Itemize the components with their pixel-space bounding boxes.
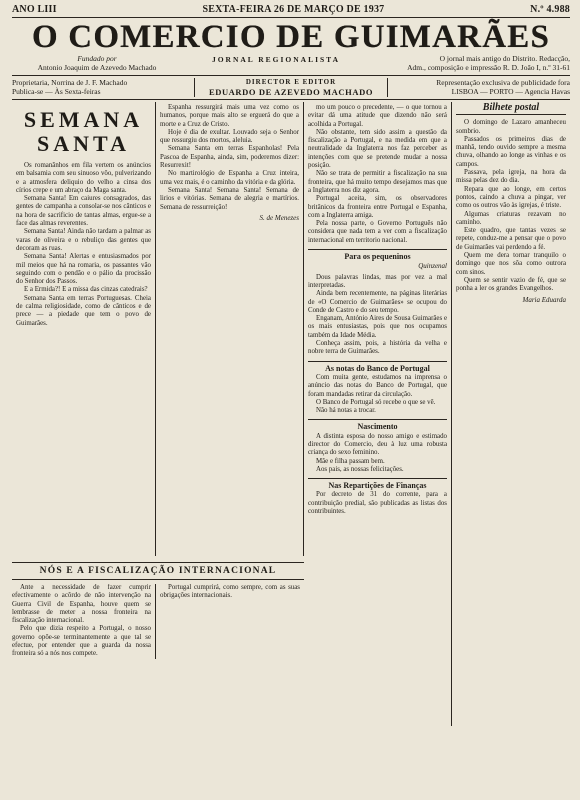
article-paragraph: Conheça assim, pois, a história da velha e nobre terra de Guimarães. <box>308 340 447 356</box>
article-paragraph: Portugal aceita, sim, os observadores britânicos da fronteira entre Portugal e Espanha, com a Inglaterra amiga. <box>308 195 447 219</box>
article-paragraph: Este quadro, que tantas vezes se repete, conduz-me a pensar que o povo de Guimarães vai perdendo a fé. <box>456 227 566 251</box>
top-info-line <box>12 4 570 18</box>
article-paragraph: Semana Santa em terras Portuguesas. Cheia de calma religiosidade, como de cânticos e de prece — a piedade que tem o povo de Guimarães. <box>16 294 151 327</box>
article-paragraph: Semana Santa em terras Espanholas! Pela Pascoa de Espanha, ainda, sim, poderemos dizer: Resurrexit! <box>160 145 299 170</box>
article-paragraph: Quem se sentir vazio de fé, que se ponha a ler os grandes Evangelhos. <box>456 276 566 293</box>
article-paragraph: Enganam, António Aires de Sousa Guimarães e os mais entusiastas, pois que nos ocupamos também da Idade Média. <box>308 315 447 339</box>
article-paragraph: Semana Santa! Em caiures consagrados, das gentes de campanha a consolar-se nos cânticos e na hora de sacrificio de tantas almas, ergue-se a face das almas reverentes. <box>16 195 151 228</box>
article-paragraph: Aos pais, as nossas felicitações. <box>316 465 404 473</box>
article-signature: Maria Eduarda <box>522 295 566 304</box>
article-paragraph: Dous palavras lindas, mas por vez a mal interpretadas. <box>308 273 447 289</box>
advertising-line-1: Representação exclusiva de publicidade fora <box>436 78 570 87</box>
masthead-right-2: Adm., composição e impressão R. D. João I, n.º 31-61 <box>407 63 570 72</box>
article-paragraph: No martirológio de Espanha a Cruz inteira, uma vez mais, é o caminho da vitória e da glória. <box>160 170 299 186</box>
article-paragraph: Ainda bem recentemente, na páginas literárias de «O Comercio de Guimarães» se ocupou do Conde de Castro e do seu tempo. <box>308 290 447 314</box>
fiscalizacao-article <box>12 556 304 796</box>
article-paragraph: O domingo de Lazaro amanheceu sombrio. <box>456 119 566 135</box>
article-paragraph: mo um pouco o precedente, — o que tornou a evitar dá uma atitude que dizendo não será acolhida a Portugal. <box>308 104 447 128</box>
article-paragraph: A distinta esposa do nosso amigo e estimado director do Comercio, deu à luz uma robusta criança do sexo feminino. <box>308 432 447 457</box>
headline-notas-banco: As notas do Banco de Portugal <box>308 361 447 373</box>
article-paragraph: Passados os primeiros dias de manhã, tendo ouvido sempre a mesma chuva, olhando ao longe as vinhas e os campos. <box>456 135 566 168</box>
headline-nascimento: Nascimento <box>308 419 447 431</box>
headline-bilhete-postal: Bilhete postal <box>456 104 566 115</box>
article-paragraph: Não obstante, tem sido assim a questão da fiscalização a Portugal, e na medida em que a neutralidade da Inglaterra nos faz perceber as intenções com que se pretende mudar a nossa posição. <box>308 128 447 170</box>
article-paragraph: Hoje é dia de exultar. Louvado seja o Senhor que ressurgiu dos mortos, aleluia. <box>160 128 299 145</box>
founder-name: Antonio Joaquim de Azevedo Machado <box>37 63 157 72</box>
article-paragraph: Pela nossa parte, o Governo Português não considera que nada tem a ver com a fiscalização internacional em territorio nacional. <box>308 220 447 244</box>
masthead-subline <box>12 54 570 72</box>
article-paragraph: Algumas criaturas rezavam no caminho. <box>456 210 566 226</box>
issue-year: ANO LIII <box>12 4 57 15</box>
article-paragraph: O Banco de Portugal só recebe o que se vê. <box>316 398 436 406</box>
article-paragraph: Espanha ressurgirá mais uma vez como os humanos, porque mais alto se erguerá do que a morte e a Cruz de Cristo. <box>160 104 299 128</box>
article-paragraph: Quem me dera tornar tranquilo o domingo que nos sôa como outrora com sinos. <box>456 252 566 276</box>
article-paragraph: Semana Santa! Ainda não tardam a palmar as varas de oliveira e o rebuliço das gentes que decoram as ruas. <box>16 228 151 252</box>
article-paragraph: Repara que ao longe, em certos pontos, caindo a chuva a pingar, ver como os outros vão às igrejas, é triste. <box>456 185 566 210</box>
masthead-right-1: O jornal mais antigo do Distrito. Redacção, <box>439 54 570 63</box>
article-paragraph: Portugal cumprirá, como sempre, com as suas obrigações internacionais. <box>160 584 300 600</box>
fiscalizacao-col-2 <box>156 584 304 659</box>
issue-date: SEXTA-FEIRA 26 DE MARÇO DE 1937 <box>202 4 385 15</box>
article-paragraph: Semana Santa! Alertas e entusiasmados por mil meios que há na romaria, os passantes vão seguindo com o pendão e o pálio da procissão do Senhor dos Passos. <box>16 253 151 286</box>
article-paragraph: Semana Santa! Semana Santa! Semana de lirios e vitórias. Semana de alegria e martírios. Semana de ressurreição! <box>160 186 299 211</box>
founded-label: Fundado por <box>77 54 117 63</box>
publication-day: Publica-se — Às Sexta-feiras <box>12 87 101 96</box>
newspaper-subtitle: JORNAL REGIONALISTA <box>211 55 341 64</box>
column-4 <box>452 102 570 726</box>
director-label: DIRECTOR E EDITOR <box>245 78 337 86</box>
fiscalizacao-col-1 <box>12 584 156 659</box>
director-name: EDUARDO DE AZEVEDO MACHADO <box>208 87 374 97</box>
article-paragraph: E a Ermida?! E a missa das cinzas catedrais? <box>24 286 148 294</box>
column-3 <box>304 102 452 726</box>
byline-quinzenal: Quinzenal <box>418 262 447 271</box>
article-paragraph: Por decreto de 31 do corrente, para a contribuição predial, são publicadas as listas dos contribuintes. <box>308 491 447 516</box>
article-paragraph: Mãe e filha passam bem. <box>316 457 385 465</box>
article-paragraph: Não se trata de permitir a fiscalização na sua fronteira, que há muito tempo desejamos mas que a Inglaterra nos diz agora. <box>308 170 447 194</box>
article-signature: S. de Menezes <box>259 213 299 222</box>
article-paragraph: Com muita gente, estudamos na imprensa o anúncio das notas do Banco de Portugal, que foram mandadas retirar da circulação. <box>308 373 447 398</box>
headline-quinzenal: Para os pequeninos <box>308 249 447 261</box>
article-paragraph: Não há notas a trocar. <box>316 407 376 415</box>
issue-number: N.º 4.988 <box>530 4 570 15</box>
headline-fiscalizacao: NÓS E A FISCALIZAÇÃO INTERNACIONAL <box>12 562 304 580</box>
article-paragraph: Ante a necessidade de fazer cumprir efectivamente o acôrdo de não intervenção na Guerra Civil de Espanha, houve quem se lembrasse de meter a nossa fronteira na fiscalização internacional. <box>12 584 151 625</box>
article-paragraph: Passava, pela igreja, na hora da missa pelas dez do dia. <box>456 169 566 185</box>
proprietor-line: Proprietaria, Norrina de J. F. Machado <box>12 78 128 87</box>
article-paragraph: Os romanãnhos em fila vertem os anúncios em balsamia com seu sinuoso vôo, pulverizando e a atmosfera deliquio do velho a cinsa dos círios crepe e um abraço da Maga santa. <box>16 162 151 194</box>
newspaper-title: O COMERCIO DE GUIMARÃES <box>31 19 551 55</box>
headline-reparticoes: Nas Repartições de Finanças <box>308 478 447 490</box>
info-rule <box>12 99 570 100</box>
advertising-line-2: LISBOA — PORTO — Agencia Havas <box>451 87 570 96</box>
info-row <box>12 76 570 99</box>
article-paragraph: Pelo que dizia respeito a Portugal, o nosso governo opõe-se terminantemente a que tal se efectue, por entender que a guarda da nossa fronteira só a nós nos compete. <box>12 625 151 658</box>
headline-semana-santa: SEMANA SANTA <box>23 107 144 156</box>
